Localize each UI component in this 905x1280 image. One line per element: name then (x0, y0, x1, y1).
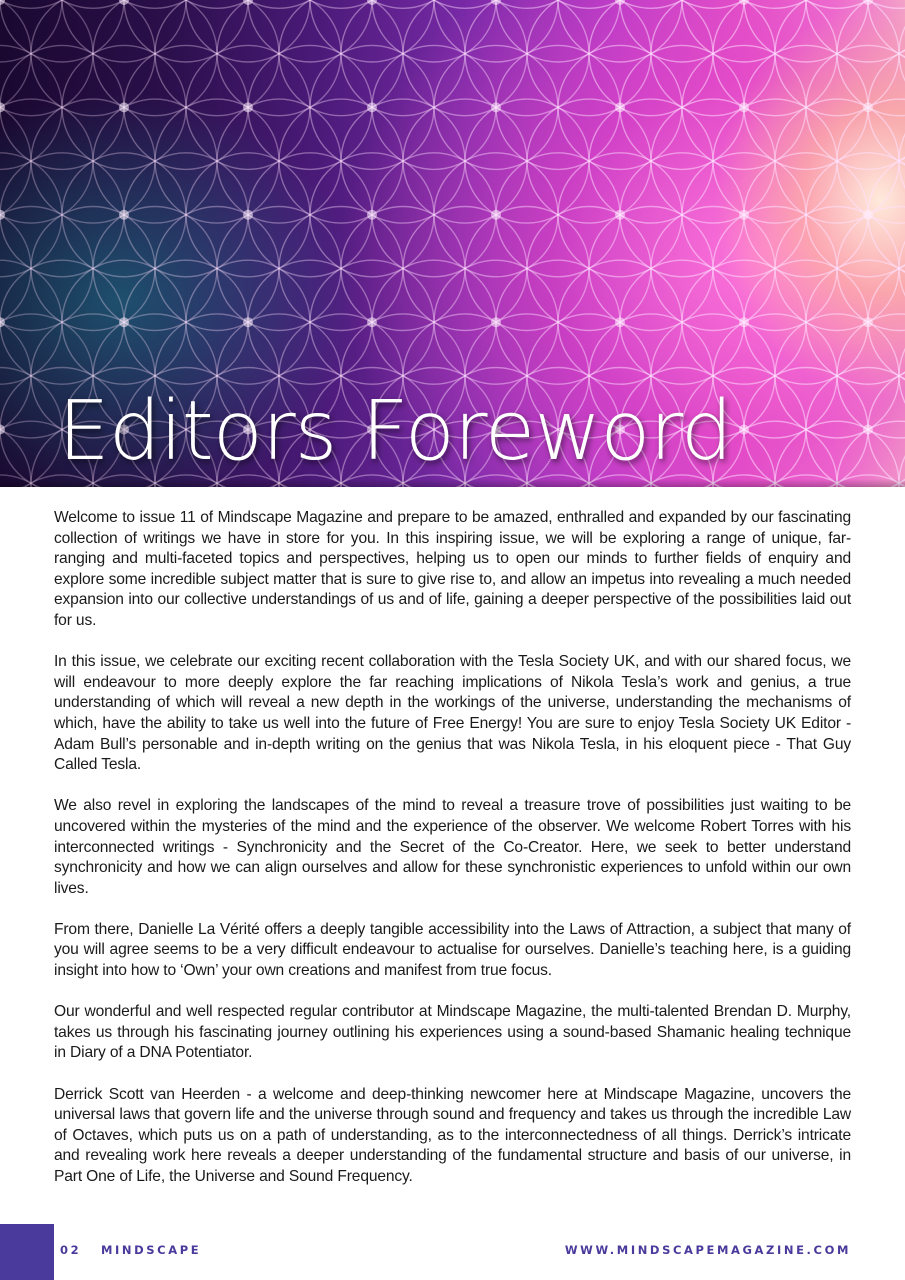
pattern-glow (243, 0, 253, 5)
pattern-glow (615, 317, 625, 327)
pattern-circle (806, 153, 905, 277)
pattern-circle (217, 0, 341, 8)
pattern-glow (615, 102, 625, 112)
pattern-glow (119, 210, 129, 220)
paragraph-intro: Welcome to issue 11 of Mindscape Magazine and prepare to be amazed, enthralled and expanded by our fascinating collection of writings we have in store for you. In this inspiring issue, we will be exploring a range of unique, far-ranging and multi-faceted topics and perspectives, helping us to open our minds to further fields of enquiry and explore some incredible subject matter that is sure to give rise to, and allow an impetus into revealing a much needed expansion into our collective understandings of us and of life, gaining a deeper perspective of the possibilities laid out for us. (54, 509, 851, 629)
pattern-circle (279, 0, 403, 8)
page-number: 02 (60, 1243, 82, 1257)
pattern-circle (0, 45, 62, 169)
pattern-glow (615, 210, 625, 220)
pattern-circle (589, 0, 713, 8)
pattern-circle (93, 0, 217, 8)
pattern-circle (0, 314, 31, 438)
pattern-glow (739, 102, 749, 112)
pattern-circle (0, 0, 31, 116)
pattern-glow (367, 317, 377, 327)
paragraph-dna: Our wonderful and well respected regular contributor at Mindscape Magazine, the multi-talented Brendan D. Murphy, takes us through his fascinating journey outlining his experiences using a sound-based Shamanic healing technique in Diary of a DNA Potentiator. (54, 1003, 851, 1062)
pattern-glow (863, 210, 873, 220)
pattern-circle (651, 0, 775, 8)
pattern-circle (31, 0, 155, 8)
article-body (54, 508, 851, 1188)
pattern-glow (367, 210, 377, 220)
pattern-glow (863, 317, 873, 327)
page-title: Editors Foreword (58, 384, 732, 479)
pattern-glow (243, 210, 253, 220)
pattern-glow (863, 0, 873, 5)
pattern-glow (119, 317, 129, 327)
pattern-glow (243, 102, 253, 112)
pattern-circle (775, 0, 899, 8)
pattern-circle (403, 0, 527, 8)
pattern-circle (0, 153, 62, 277)
pattern-glow (0, 0, 5, 5)
pattern-circle (806, 45, 905, 169)
pattern-circle (713, 0, 837, 8)
pattern-glow (739, 317, 749, 327)
pattern-glow (119, 102, 129, 112)
pattern-circle (837, 207, 905, 331)
pattern-circle (806, 368, 905, 488)
pattern-glow (863, 102, 873, 112)
paragraph-sound: Derrick Scott van Heerden - a welcome and deep-thinking newcomer here at Mindscape Magazine, uncovers the universal laws that govern life and the universe through sound and frequency and takes us through the incredible Law of Octaves, which puts us on a path of understanding, as to the interconnectedness of all things. Derrick’s intricate and revealing work here reveals a deeper understanding of the fundamental structure and basis of our universe, in Part One of Life, the Universe and Sound Frequency. (54, 1085, 851, 1185)
paragraph-synchronicity: We also revel in exploring the landscapes of the mind to reveal a treasure trove of possibilities just waiting to be uncovered within the mysteries of the mind and the experience of the observer. We welcome Robert Torres with his interconnected writings - Synchronicity and the Secret of the Co-Creator. Here, we seek to better understand synchronicity and how we can align ourselves and allow for these synchronistic experiences to unfold within our own lives. (54, 797, 851, 897)
pattern-circle (0, 99, 31, 223)
pattern-circle (0, 207, 31, 331)
pattern-glow (739, 210, 749, 220)
page-footer (60, 1243, 851, 1261)
pattern-circle (0, 260, 62, 384)
pattern-circle (527, 0, 651, 8)
website-link[interactable]: WWW.MINDSCAPEMAGAZINE.COM (564, 1243, 851, 1257)
pattern-glow (491, 102, 501, 112)
pattern-circle (899, 421, 905, 487)
paragraph-tesla: In this issue, we celebrate our exciting recent collaboration with the Tesla Society UK, and with our shared focus, we will endeavour to more deeply explore the far reaching implications of Nikola Tesla’s work and genius, a true understanding of which will reveal a new depth in the workings of the universe, understanding the mechanisms of which, have the ability to take us well into the future of Free Energy! You are sure to enjoy Tesla Society UK Editor - Adam Bull’s personable and in-depth writing on the genius that was Nikola Tesla, in his eloquent piece - That Guy Called Tesla. (54, 653, 851, 774)
pattern-circle (837, 314, 905, 438)
pattern-circle (806, 260, 905, 384)
pattern-glow (863, 425, 873, 435)
pattern-circle (837, 99, 905, 223)
magazine-name: MINDSCAPE (101, 1243, 202, 1257)
header-image (0, 0, 905, 487)
pattern-glow (119, 0, 129, 5)
footer-color-block (0, 1224, 54, 1280)
pattern-glow (491, 317, 501, 327)
paragraph-attraction: From there, Danielle La Vérité offers a deeply tangible accessibility into the Laws of Attraction, a subject that many of you will agree seems to be a very difficult endeavour to actualise for ourselves. Danielle’s teaching here, is a guiding insight into how to ‘Own’ your own creations and manifest from true focus. (54, 920, 851, 980)
pattern-circle (341, 0, 465, 8)
pattern-circle (465, 0, 589, 8)
pattern-circle (0, 368, 62, 488)
pattern-glow (739, 0, 749, 5)
pattern-glow (615, 0, 625, 5)
pattern-circle (0, 0, 93, 116)
pattern-glow (739, 425, 749, 435)
pattern-circle (899, 0, 905, 8)
header-image-shadow (0, 479, 905, 487)
pattern-glow (367, 0, 377, 5)
pattern-glow (491, 210, 501, 220)
pattern-glow (367, 102, 377, 112)
pattern-circle (155, 0, 279, 8)
pattern-glow (491, 0, 501, 5)
pattern-glow (243, 317, 253, 327)
